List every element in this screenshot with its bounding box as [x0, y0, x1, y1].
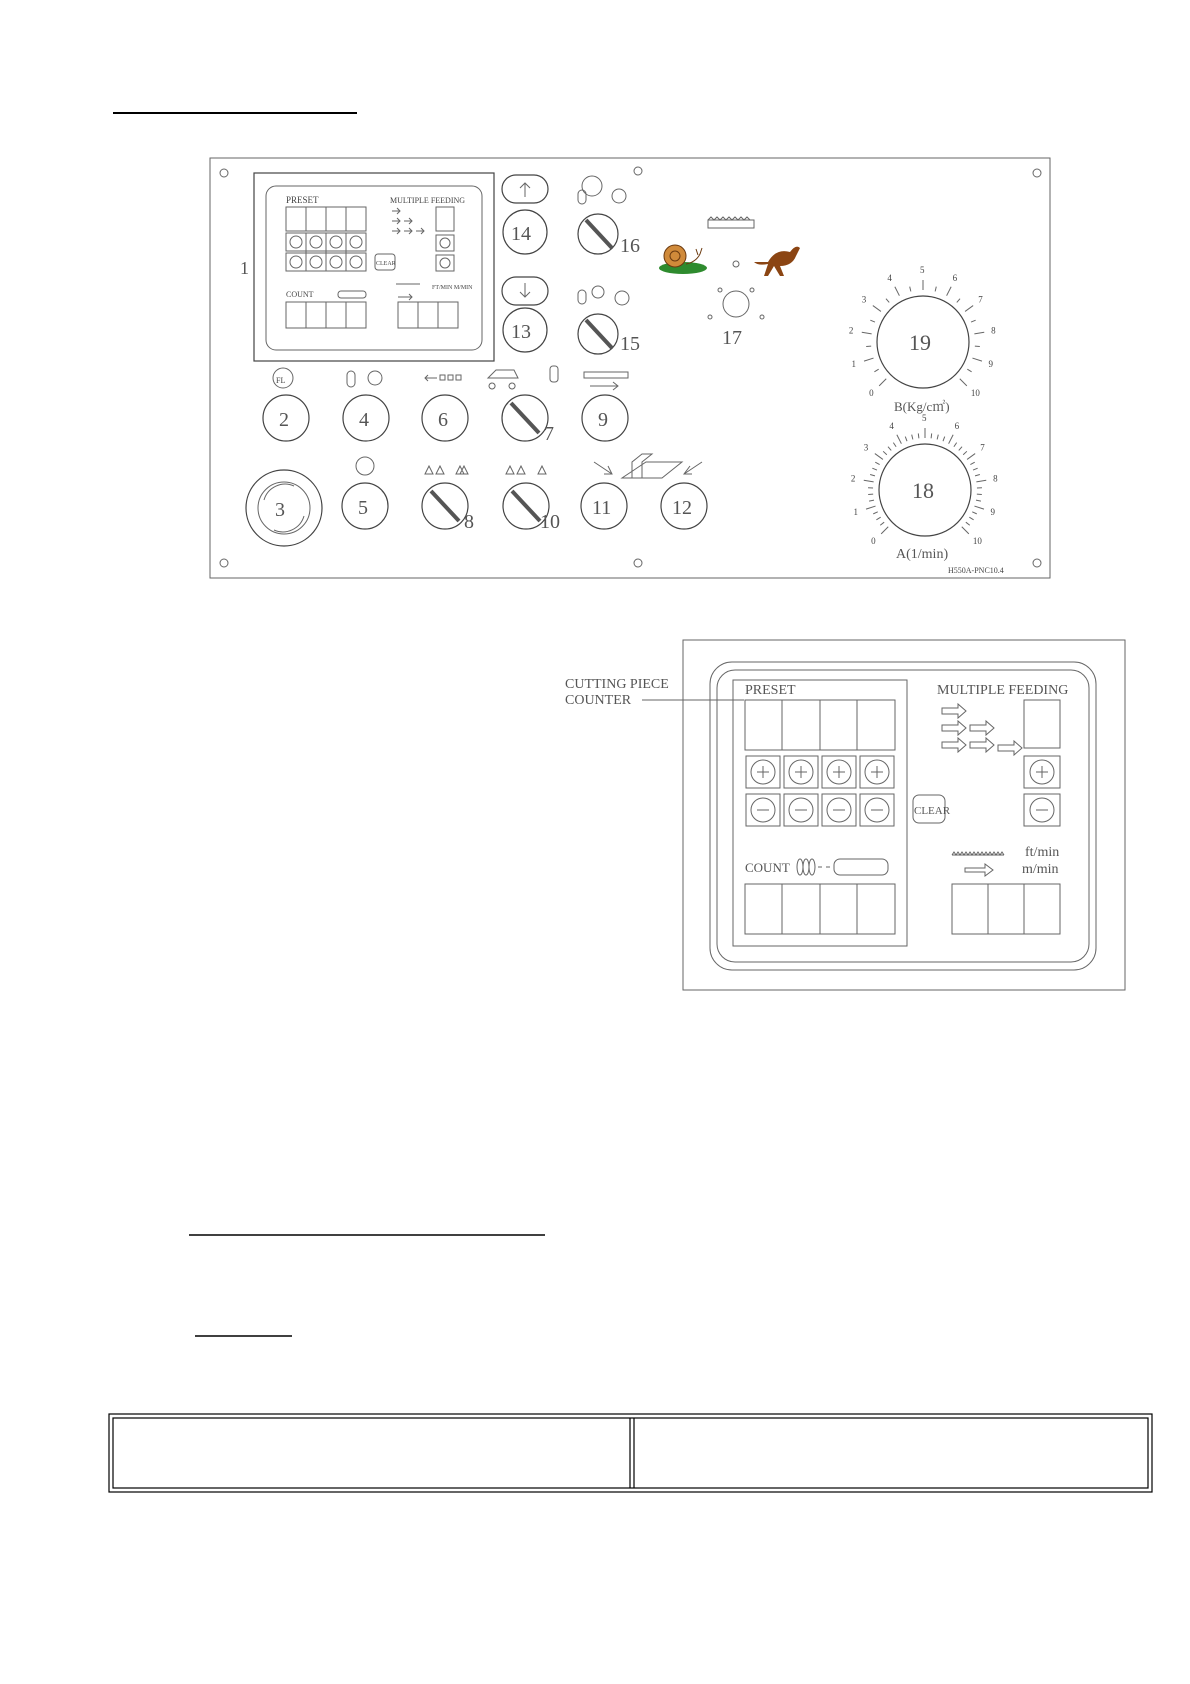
label-12: 12 [672, 497, 692, 519]
dial-tick-label: 2 [850, 473, 856, 484]
dial-tick [974, 506, 984, 509]
dial-tick-label: 9 [990, 507, 995, 518]
dial-tick [912, 435, 913, 440]
dial-tick [973, 468, 978, 470]
dial-tick-label: 5 [920, 265, 925, 275]
unit-ft-min: ft/min [1025, 845, 1060, 860]
dial-tick-label: 7 [980, 442, 985, 453]
dial-tick [862, 332, 872, 334]
row-three-buttons [246, 454, 707, 546]
mini-count-label: COUNT [286, 290, 314, 299]
speed-digits [952, 884, 1060, 934]
panel-frame [210, 158, 1050, 578]
dial-tick [873, 306, 881, 312]
label-6: 6 [438, 409, 448, 431]
dial-tick-label: 4 [887, 272, 892, 283]
label-9: 9 [598, 409, 608, 431]
detail-multiple-feeding-label: MULTIPLE FEEDING [937, 683, 1069, 698]
preset-digits [745, 700, 895, 750]
callout-counter: COUNTER [565, 693, 632, 708]
potentiometer-17[interactable] [723, 291, 749, 317]
feed-speed-icon [952, 852, 1004, 876]
detail-count-label: COUNT [745, 860, 790, 875]
dial-tick-label: 3 [863, 442, 869, 453]
dial-tick [970, 462, 974, 464]
dial-tick [937, 435, 938, 440]
detail-counter-panel [565, 640, 1125, 990]
label-11: 11 [592, 497, 612, 519]
dial-a-label: 18 [912, 478, 934, 503]
dial-tick-label: 1 [851, 359, 857, 370]
callout-cutting-piece: CUTTING PIECE [565, 677, 669, 692]
dial-tick [969, 517, 973, 520]
multiple-feeding-arrows [942, 704, 1022, 755]
dial-tick [870, 475, 875, 476]
dial-tick [967, 454, 975, 460]
dial-tick-label: 3 [861, 294, 867, 305]
screw-holes [220, 167, 1041, 567]
dial-tick [876, 517, 880, 520]
dial-tick [976, 480, 986, 482]
preset-plus-row [746, 756, 894, 788]
dial-tick [967, 369, 971, 372]
dial-tick-label: 5 [922, 413, 927, 423]
dial-tick [954, 443, 957, 447]
multiple-feeding-digit [1024, 700, 1060, 748]
dial-tick [866, 506, 876, 509]
dial-b-label: 19 [909, 330, 931, 355]
dial-tick [965, 306, 973, 312]
mini-multiple-feeding-label: MULTIPLE FEEDING [390, 196, 466, 205]
dial-tick [972, 358, 982, 361]
dial-tick [893, 443, 896, 447]
dial-tick [873, 512, 878, 514]
dial-tick [960, 379, 967, 386]
label-2: 2 [279, 409, 289, 431]
label-3: 3 [275, 499, 285, 521]
dial-tick [897, 435, 902, 444]
horse-icon [754, 247, 800, 276]
mini-speed-units: FT/MIN M/MIN [432, 285, 473, 291]
fl-symbol: FL [276, 376, 286, 385]
dial-tick [879, 379, 886, 386]
dial-tick [874, 369, 878, 372]
dial-tick [966, 522, 970, 525]
dial-tick-label: 9 [988, 359, 993, 370]
dial-tick [931, 433, 932, 438]
dial-tick [895, 287, 900, 296]
saw-blade-small-icon [584, 372, 628, 378]
dial-tick-label: 0 [871, 535, 876, 546]
dial-tick [872, 468, 877, 470]
dial-tick [864, 358, 874, 361]
control-panel [210, 158, 1050, 578]
mini-clear-label: CLEAR [376, 261, 396, 267]
dial-a-unit: A(1/min) [896, 547, 949, 562]
dial-tick [972, 512, 977, 514]
label-16: 16 [620, 235, 640, 257]
dial-tick [971, 320, 976, 322]
dial-tick [957, 299, 960, 303]
dial-tick-label: 7 [978, 294, 983, 305]
label-13: 13 [511, 321, 531, 343]
label-8: 8 [464, 511, 474, 533]
dial-tick [886, 299, 889, 303]
snail-icon [659, 245, 707, 274]
dial-tick [962, 527, 969, 534]
dial-tick [883, 451, 887, 454]
empty-table [109, 1414, 1152, 1492]
dial-tick [905, 437, 907, 442]
dial-tick [963, 451, 967, 454]
dial-tick-label: 10 [972, 535, 982, 546]
dial-b-unit: B(Kg/c㎡) [894, 399, 950, 414]
dial-tick [864, 480, 874, 482]
saw-blade-icon [708, 220, 754, 228]
detail-clear-label: CLEAR [914, 805, 951, 817]
label-10: 10 [540, 511, 560, 533]
speed-pot-area [659, 217, 800, 319]
label-7: 7 [544, 423, 554, 445]
display-callout: 1 [240, 258, 249, 278]
dial-tick [875, 454, 883, 460]
preset-minus-row [746, 794, 894, 826]
vise-icon [488, 370, 518, 389]
dial-tick-label: 8 [993, 473, 998, 484]
mini-preset-label: PRESET [286, 195, 319, 205]
dial-tick-label: 10 [970, 387, 980, 398]
dial-tick [910, 287, 911, 292]
detail-preset-label: PRESET [745, 683, 796, 698]
label-17: 17 [722, 327, 742, 349]
unit-m-min: m/min [1022, 862, 1059, 877]
dial-tick [935, 287, 936, 292]
dial-tick [881, 527, 888, 534]
dial-tick [870, 320, 875, 322]
dial-tick [976, 500, 981, 501]
dial-tick [959, 447, 962, 451]
dial-tick [947, 287, 952, 296]
dial-tick [949, 435, 954, 444]
label-14: 14 [511, 223, 531, 245]
dial-tick [875, 462, 879, 464]
dial-tick-label: 6 [952, 272, 958, 283]
dial-tick [869, 500, 874, 501]
label-4: 4 [359, 409, 369, 431]
display-module [240, 173, 494, 361]
dial-tick-label: 0 [869, 387, 874, 398]
dial-tick-label: 4 [889, 420, 894, 431]
dial-tick [943, 437, 945, 442]
dial-tick-label: 2 [848, 325, 854, 336]
dial-tick-label: 1 [853, 507, 859, 518]
count-bar-icon [797, 859, 888, 875]
count-digits [745, 884, 895, 934]
dial-tick-label: 8 [991, 325, 996, 336]
dial-tick [918, 433, 919, 438]
label-5: 5 [358, 497, 368, 519]
dial-tick [880, 522, 884, 525]
dial-tick [974, 332, 984, 334]
model-code: H550A-PNC10.4 [948, 566, 1004, 575]
dial-tick [975, 475, 980, 476]
dial-tick-label: 6 [954, 420, 960, 431]
material-vise-icon [622, 454, 682, 478]
motor-icon [368, 371, 382, 385]
dial-tick [888, 447, 891, 451]
label-15: 15 [620, 333, 640, 355]
